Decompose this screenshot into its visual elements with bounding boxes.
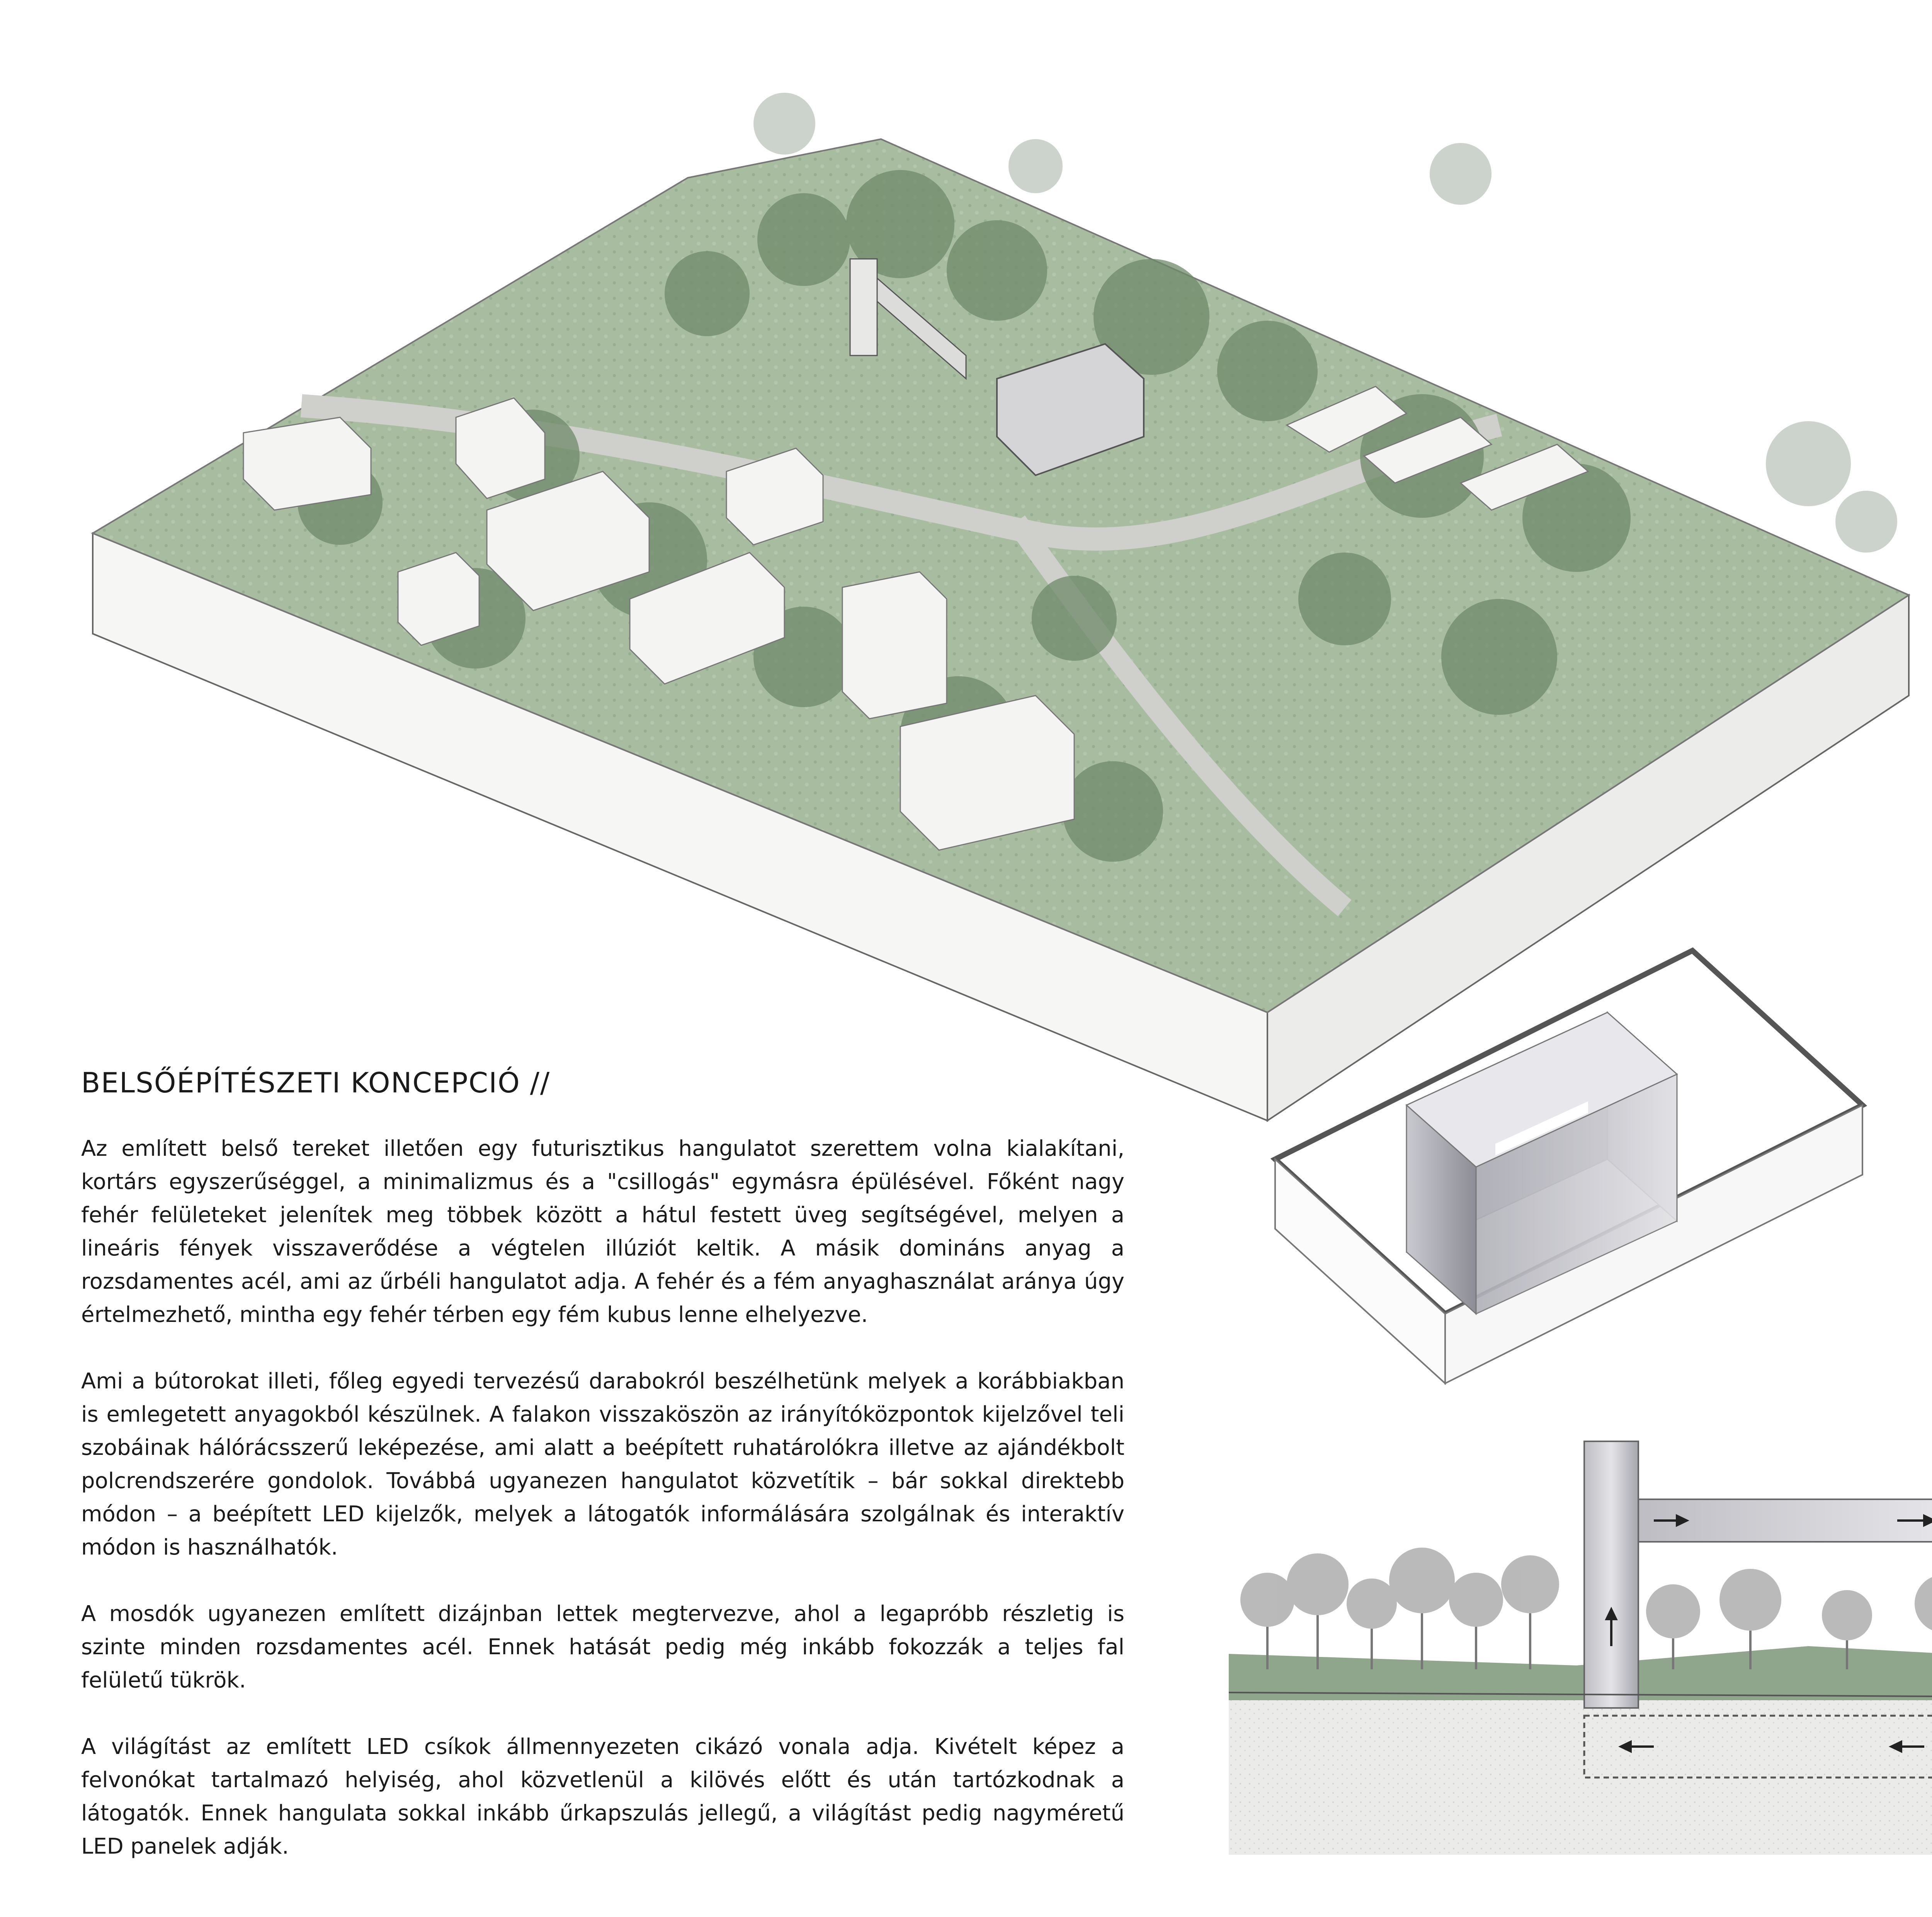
site-section-diagram <box>1229 1437 1932 1859</box>
launch-tower <box>1584 1441 1638 1708</box>
white-box-metal-cube-diagram <box>1267 943 1893 1391</box>
interior-concept-paragraph-3: A mosdók ugyanezen említett dizájnban lettek megtervezve, ahol a legapróbb részletig is szinte minden rozsdamentes acél. Ennek hatását pedig még inkább fokozzák a teljes fal felületű tükrök. <box>81 1601 1124 1693</box>
interior-concept-paragraph-1: Az említett belső tereket illetően egy futurisztikus hangulatot szerettem volna kialakítani, kortárs egyszerűséggel, a minimalizmus és a "csillogás" egymásra épülésével. Főként nagy fehér felületeket jelenítek meg többek között a hátul festett üveg segítségével, melyen a lineáris fények visszaverődése a végtelen illúziót keltik. A másik domináns anyag a rozsdamentes acél, ami az űrbéli hangulatot adja. A fehér és a fém anyaghasználat aránya úgy értelmezhető, mintha egy fehér térben egy fém kubus lenne elhelyezve. <box>81 1136 1124 1327</box>
interior-concept-paragraph-4: A világítást az említett LED csíkok állmennyezeten cikázó vonala adja. Kivételt képez a felvonókat tartalmazó helyiség, ahol közvetlenül a kilövés előtt és után tartózkodnak a látogatók. Ennek hangulata sokkal inkább űrkapszulás jellegű, a világítást pedig nagyméretű LED panelek adják. <box>81 1734 1124 1859</box>
interior-concept-heading: BELSŐÉPÍTÉSZETI KONCEPCIÓ // <box>81 1067 551 1099</box>
interior-concept-paragraph-2: Ami a bútorokat illeti, főleg egyedi tervezésű darabokról beszélhetünk melyek a korábbiakban is emlegetett anyagokból készülnek. A falakon visszaköszön az irányítóközpontok kijelzővel teli szobáinak hálórácsszerű leképezése, ami alatt a beépített ruhatárolókra illetve az ajándékbolt polcrendszerére gondolok. Továbbá ugyanezen hangulatot közvetítik – bár sokkal direktebb módon – a beépített LED kijelzők, melyek a látogatók informálására szolgálnak és interaktív módon is használhatók. <box>81 1369 1124 1560</box>
interior-concept-text <box>81 1132 1124 1863</box>
